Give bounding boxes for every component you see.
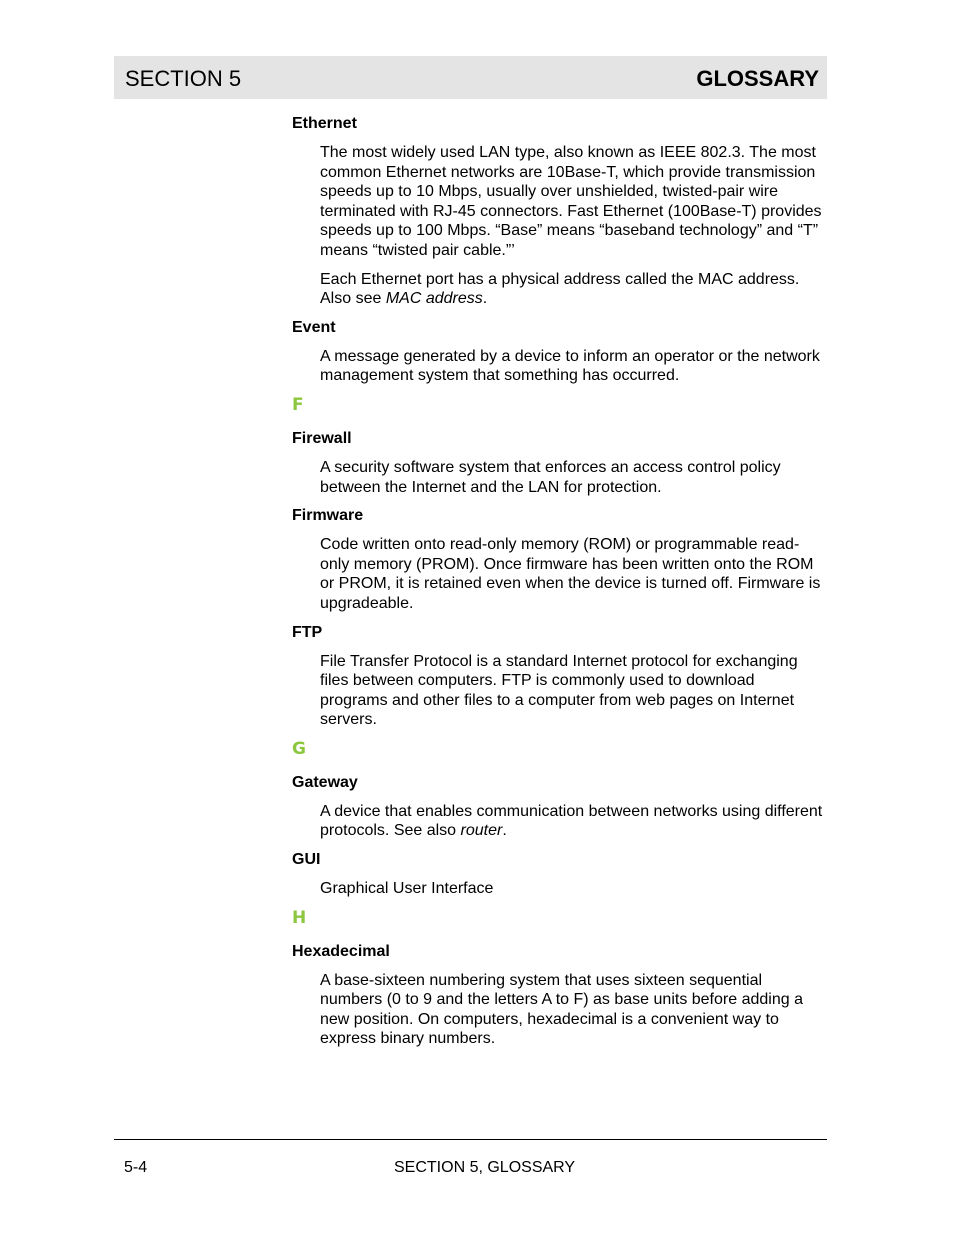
letter-heading: H: [292, 907, 307, 928]
section-number: SECTION 5: [125, 66, 242, 91]
definition-text: Code written onto read-only memory (ROM) or programmable read-only memory (PROM). Once firmware has been written onto the ROM or PROM, it is retained even when the device is turned off. Firmware is upgradeable.: [320, 536, 821, 612]
definition-text: A base-sixteen numbering system that uses sixteen sequential numbers (0 to 9 and the letters A to F) as base units before adding a new position. On computers, hexadecimal is a convenient way to express binary numbers.: [320, 971, 803, 1048]
glossary-term: Ethernet: [292, 115, 357, 132]
glossary-definition: [320, 879, 825, 899]
glossary-definition: [320, 971, 825, 1049]
definition-text: .: [502, 822, 507, 840]
section-header: [114, 56, 827, 99]
glossary-term: FTP: [292, 623, 323, 641]
definition-text: A device that enables communication between networks using different protocols. See also: [320, 802, 823, 840]
page-number: 5-4: [124, 1159, 148, 1176]
definition-text: A security software system that enforces an access control policy between the Internet and the LAN for protection.: [320, 458, 781, 496]
definition-text: The most widely used LAN type, also known as IEEE 802.3. The most common Ethernet networks are 10Base-T, which provide transmission speeds up to 10 Mbps, usually over unshielded, twisted-pair wire terminated with RJ-45 connectors. Fast Ethernet (100Base-T) provides speeds up to 100 Mbps. “Base” means “baseband technology” and “T” means “twisted pair cable.”’: [320, 144, 822, 259]
glossary-term: GUI: [292, 851, 321, 869]
glossary-term: Event: [292, 318, 336, 336]
glossary-term: Firmware: [292, 507, 364, 525]
letter-heading: G: [292, 738, 306, 759]
section-title: GLOSSARY: [696, 66, 819, 91]
footer-divider: [114, 1139, 827, 1140]
glossary-term: Hexadecimal: [292, 942, 390, 960]
glossary-definition: [320, 270, 825, 309]
definition-text: A message generated by a device to inform an operator or the network management system that something has occurred.: [320, 347, 820, 385]
glossary-term: Firewall: [292, 429, 352, 447]
footer-title: SECTION 5, GLOSSARY: [394, 1159, 576, 1176]
definition-text: Each Ethernet port has a physical address called the MAC address. Also see: [320, 270, 800, 308]
definition-text: Graphical User Interface: [320, 880, 494, 898]
glossary-content: [292, 114, 827, 1058]
glossary-definition: [320, 347, 825, 386]
glossary-definition: [320, 802, 825, 841]
definition-text: File Transfer Protocol is a standard Internet protocol for exchanging files between computers. FTP is commonly used to download programs and other files to a computer from web pages on Internet servers.: [320, 652, 798, 729]
cross-reference-text: router: [460, 822, 503, 840]
cross-reference-text: MAC address: [385, 290, 483, 308]
glossary-definition: [320, 143, 825, 261]
glossary-definition: [320, 652, 825, 730]
definition-text: .: [482, 290, 488, 308]
letter-heading: F: [292, 394, 304, 415]
glossary-definition: [320, 458, 825, 497]
glossary-definition: [320, 535, 825, 613]
glossary-term: Gateway: [292, 773, 358, 791]
